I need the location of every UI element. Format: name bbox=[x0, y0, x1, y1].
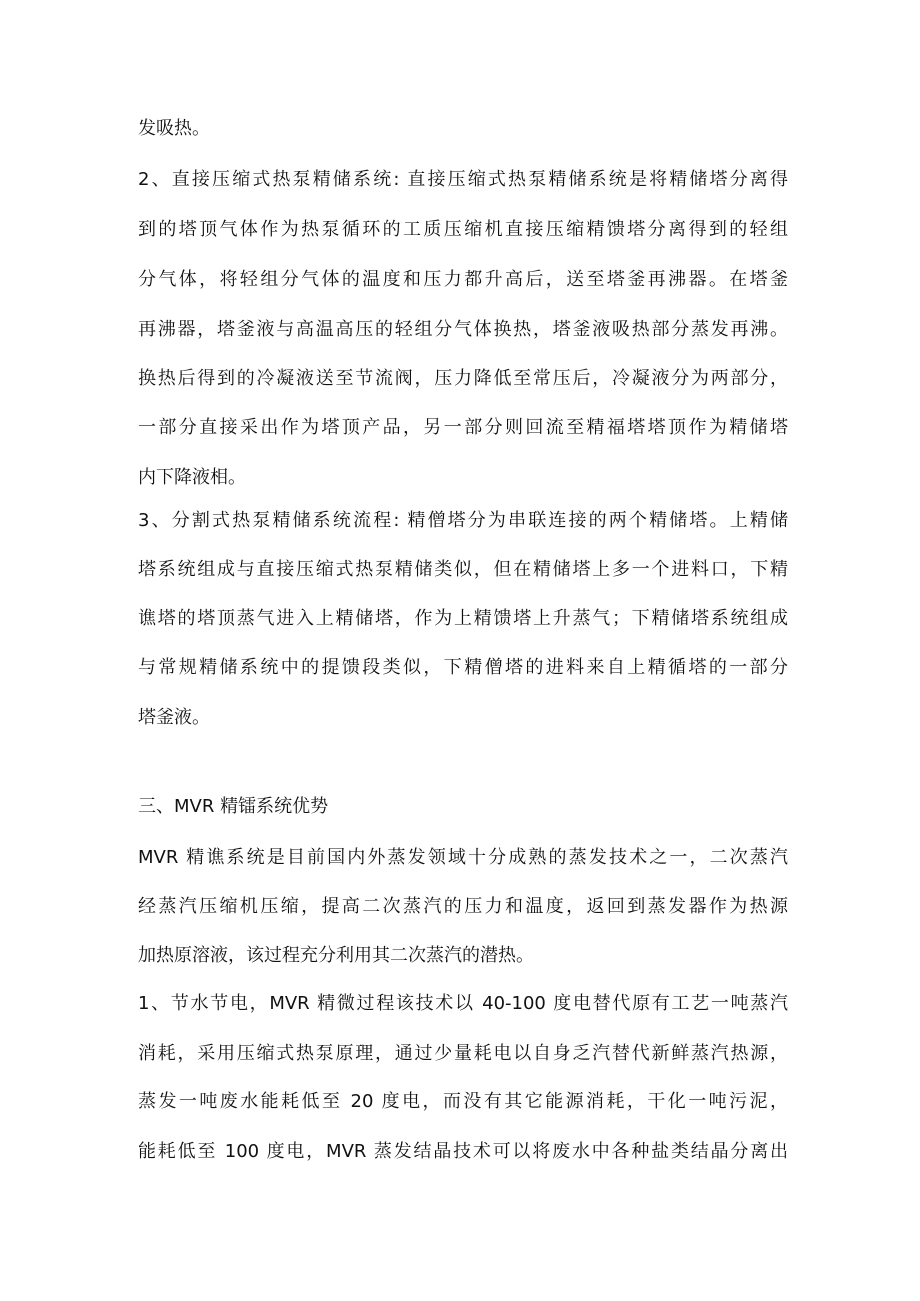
text-line: 能耗低至 100 度电，MVR 蒸发结晶技术可以将废水中各种盐类结晶分离出 bbox=[138, 1141, 788, 1162]
text-line: 1、节水节电，MVR 精微过程该技术以 40-100 度电替代原有工艺一吨蒸汽 bbox=[138, 993, 788, 1014]
text-line: 到的塔顶气体作为热泵循环的工质压缩机直接压缩精馈塔分离得到的轻组 bbox=[138, 219, 788, 240]
text-line: 塔釜液。 bbox=[138, 707, 210, 728]
text-line: 2、直接压缩式热泵精储系统: 直接压缩式热泵精储系统是将精储塔分离得 bbox=[138, 169, 788, 190]
text-line: 一部分直接采出作为塔顶产品，另一部分则回流至精福塔塔顶作为精储塔 bbox=[138, 417, 788, 438]
text-line: 分气体，将轻组分气体的温度和压力都升高后，送至塔釜再沸器。在塔釜 bbox=[138, 269, 788, 290]
text-line: MVR 精谯系统是目前国内外蒸发领域十分成熟的蒸发技术之一，二次蒸汽 bbox=[138, 847, 788, 868]
text-line: 再沸器，塔釜液与高温高压的轻组分气体换热，塔釜液吸热部分蒸发再沸。 bbox=[138, 319, 788, 340]
text-line: 塔系统组成与直接压缩式热泵精储类似，但在精储塔上多一个进料口，下精 bbox=[138, 559, 788, 580]
text-line: 内下降液相。 bbox=[138, 467, 246, 488]
text-line: 经蒸汽压缩机压缩，提高二次蒸汽的压力和温度，返回到蒸发器作为热源 bbox=[138, 896, 788, 917]
text-line: 换热后得到的冷凝液送至节流阀，压力降低至常压后，冷凝液分为两部分， bbox=[138, 368, 788, 389]
section-heading: 三、MVR 精镭系统优势 bbox=[138, 796, 329, 817]
text-line: 3、分割式热泵精储系统流程: 精僧塔分为串联连接的两个精储塔。上精储 bbox=[138, 510, 788, 531]
text-line: 加热原溶液，该过程充分利用其二次蒸汽的潜热。 bbox=[138, 945, 534, 966]
text-line: 发吸热。 bbox=[138, 118, 210, 139]
text-line: 消耗，采用压缩式热泵原理，通过少量耗电以自身乏汽替代新鲜蒸汽热源， bbox=[138, 1043, 788, 1064]
text-line: 谯塔的塔顶蒸气进入上精储塔，作为上精馈塔上升蒸气；下精储塔系统组成 bbox=[138, 608, 788, 629]
text-line: 与常规精储系统中的提馈段类似，下精僧塔的进料来自上精循塔的一部分 bbox=[138, 657, 788, 678]
text-line: 蒸发一吨废水能耗低至 20 度电，而没有其它能源消耗，干化一吨污泥， bbox=[138, 1091, 788, 1112]
